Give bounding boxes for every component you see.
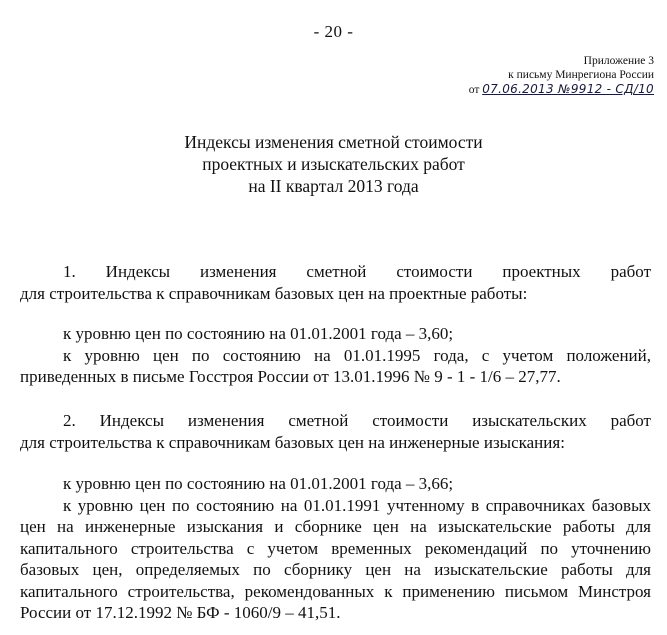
appendix-letter-ref: к письму Минрегиона России <box>508 69 654 81</box>
section-2-heading-rest: для строительства к справочникам базовых цен на инженерные изыскания: <box>20 432 565 452</box>
handwritten-letter-number: 07.06.2013 №9912 - СД/10 <box>482 82 654 96</box>
title-line-1: Индексы изменения сметной стоимости <box>184 132 483 152</box>
section-1-item-2: к уровню цен по состоянию на 01.01.1995 года, с учетом положений, приведенных в письме Госстроя России от 13.01.1996 № 9 - 1 - 1/6 – 27,77. <box>20 345 651 386</box>
section-1-item-1: к уровню цен по состоянию на 01.01.2001 года – 3,60; <box>63 324 454 343</box>
section-1-items <box>20 323 651 388</box>
appendix-header <box>469 54 654 97</box>
appendix-date-prefix: от <box>468 84 480 96</box>
section-1-heading-first-line: 1. Индексы изменения сметной стоимости проектных работ <box>63 262 651 281</box>
section-2-heading-first-line: 2. Индексы изменения сметной стоимости изыскательских работ <box>63 411 651 430</box>
section-2-items <box>20 473 651 624</box>
appendix-title: Приложение 3 <box>583 55 654 67</box>
section-2-item-2: к уровню цен по состоянию на 01.01.1991 учтенному в справочниках базовых цен на инженерные изыскания и сборнике цен на изыскательские работы для капитального строительства с учетом временных рекомендаций по уточнению базовых цен, определяемых по сборнику цен на изыскательские работы для капитального строительства, рекомендованных к применению письмом Минстроя России от 17.12.1992 № БФ - 1060/9 – 41,51. <box>20 495 651 622</box>
title-line-2: проектных и изыскательских работ <box>202 154 465 174</box>
page-number: - 20 - <box>313 22 354 41</box>
section-1-heading-rest: для строительства к справочникам базовых цен на проектные работы: <box>20 283 528 303</box>
section-2-heading <box>20 410 651 453</box>
appendix-date-line <box>469 82 654 97</box>
section-2-item-1: к уровню цен по состоянию на 01.01.2001 года – 3,66; <box>63 474 454 493</box>
section-1-heading <box>20 261 651 304</box>
title-line-3: на II квартал 2013 года <box>248 176 419 196</box>
document-title <box>0 131 667 197</box>
